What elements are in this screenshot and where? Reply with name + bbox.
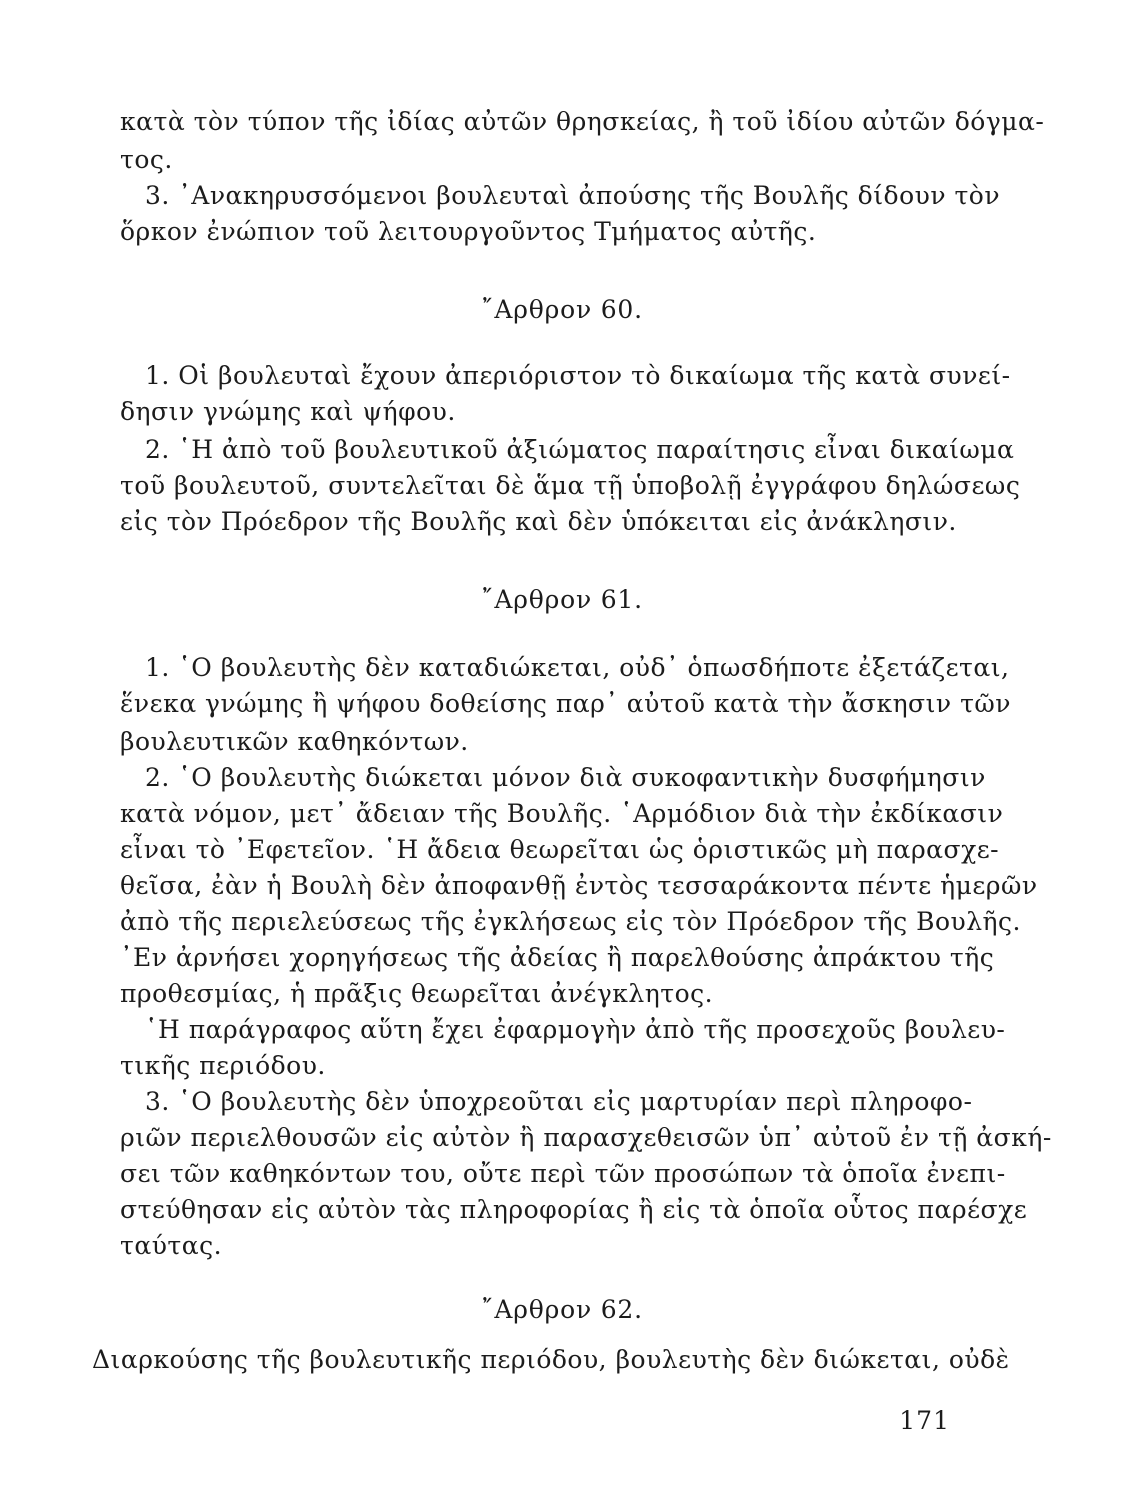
article-61-heading: ῎Αρθρον 61. (481, 585, 643, 614)
text-line: 1. ῾Ο βουλευτὴς δὲν καταδιώκεται, οὐδ᾿ ὁπωσδήποτε ἐξετάζεται, (145, 653, 1010, 682)
text-line: βουλευτικῶν καθηκόντων. (120, 727, 469, 756)
text-line: προθεσμίας, ἡ πρᾶξις θεωρεῖται ἀνέγκλητος. (120, 979, 714, 1008)
text-line: ριῶν περιελθουσῶν εἰς αὐτὸν ἢ παρασχεθεισῶν ὑπ᾿ αὐτοῦ ἐν τῇ ἀσκή- (120, 1123, 1052, 1152)
page-number: 171 (899, 1406, 950, 1435)
text-line: θεῖσα, ἐὰν ἡ Βουλὴ δὲν ἀποφανθῇ ἐντὸς τεσσαράκοντα πέντε ἡμερῶν (120, 871, 1038, 900)
text-line: ἕνεκα γνώμης ἢ ψήφου δοθείσης παρ᾿ αὐτοῦ κατὰ τὴν ἄσκησιν τῶν (120, 689, 1011, 718)
text-line: κατὰ τὸν τύπον τῆς ἰδίας αὐτῶν θρησκείας, ἢ τοῦ ἰδίου αὐτῶν δόγμα- (120, 107, 1045, 136)
text-line: εἰς τὸν Πρόεδρον τῆς Βουλῆς καὶ δὲν ὑπόκειται εἰς ἀνάκλησιν. (120, 507, 957, 536)
text-line: τος. (120, 145, 173, 174)
text-line: 3. ᾿Ανακηρυσσόμενοι βουλευταὶ ἀπούσης τῆς Βουλῆς δίδουν τὸν (145, 181, 1001, 210)
text-line: Διαρκούσης τῆς βουλευτικῆς περιόδου, βουλευτὴς δὲν διώκεται, οὐδὲ (92, 1345, 1010, 1374)
text-line: εἶναι τὸ ᾿Εφετεῖον. ῾Η ἄδεια θεωρεῖται ὡς ὁριστικῶς μὴ παρασχε- (120, 835, 1000, 864)
text-line: 2. ῾Η ἀπὸ τοῦ βουλευτικοῦ ἀξιώματος παραίτησις εἶναι δικαίωμα (145, 435, 1015, 464)
text-line: ᾿Εν ἀρνήσει χορηγήσεως τῆς ἀδείας ἢ παρελθούσης ἀπράκτου τῆς (120, 943, 995, 972)
text-line: 1. Οἱ βουλευταὶ ἔχουν ἀπεριόριστον τὸ δικαίωμα τῆς κατὰ συνεί- (145, 361, 1011, 390)
text-line: 3. ῾Ο βουλευτὴς δὲν ὑποχρεοῦται εἰς μαρτυρίαν περὶ πληροφο- (145, 1087, 973, 1116)
article-60-heading: ῎Αρθρον 60. (481, 295, 643, 324)
text-line: δησιν γνώμης καὶ ψήφου. (120, 397, 456, 426)
text-line: 2. ῾Ο βουλευτὴς διώκεται μόνον διὰ συκοφαντικὴν δυσφήμησιν (145, 763, 986, 792)
text-line: στεύθησαν εἰς αὐτὸν τὰς πληροφορίας ἢ εἰς τὰ ὁποῖα οὗτος παρέσχε (120, 1195, 1028, 1224)
text-line: τοῦ βουλευτοῦ, συντελεῖται δὲ ἅμα τῇ ὑποβολῇ ἐγγράφου δηλώσεως (120, 471, 1021, 500)
text-line: ἀπὸ τῆς περιελεύσεως τῆς ἐγκλήσεως εἰς τὸν Πρόεδρον τῆς Βουλῆς. (120, 907, 1021, 936)
text-line: τικῆς περιόδου. (120, 1051, 326, 1080)
text-line: ὅρκον ἐνώπιον τοῦ λειτουργοῦντος Τμήματος αὐτῆς. (120, 217, 817, 246)
text-line: κατὰ νόμον, μετ᾿ ἄδειαν τῆς Βουλῆς. ῾Αρμόδιον διὰ τὴν ἐκδίκασιν (120, 799, 1004, 828)
text-line: ταύτας. (120, 1231, 223, 1260)
text-line: ῾Η παράγραφος αὕτη ἔχει ἐφαρμογὴν ἀπὸ τῆς προσεχοῦς βουλευ- (145, 1015, 1006, 1044)
article-62-heading: ῎Αρθρον 62. (481, 1295, 643, 1324)
text-line: σει τῶν καθηκόντων του, οὔτε περὶ τῶν προσώπων τὰ ὁποῖα ἐνεπι- (120, 1159, 1006, 1188)
